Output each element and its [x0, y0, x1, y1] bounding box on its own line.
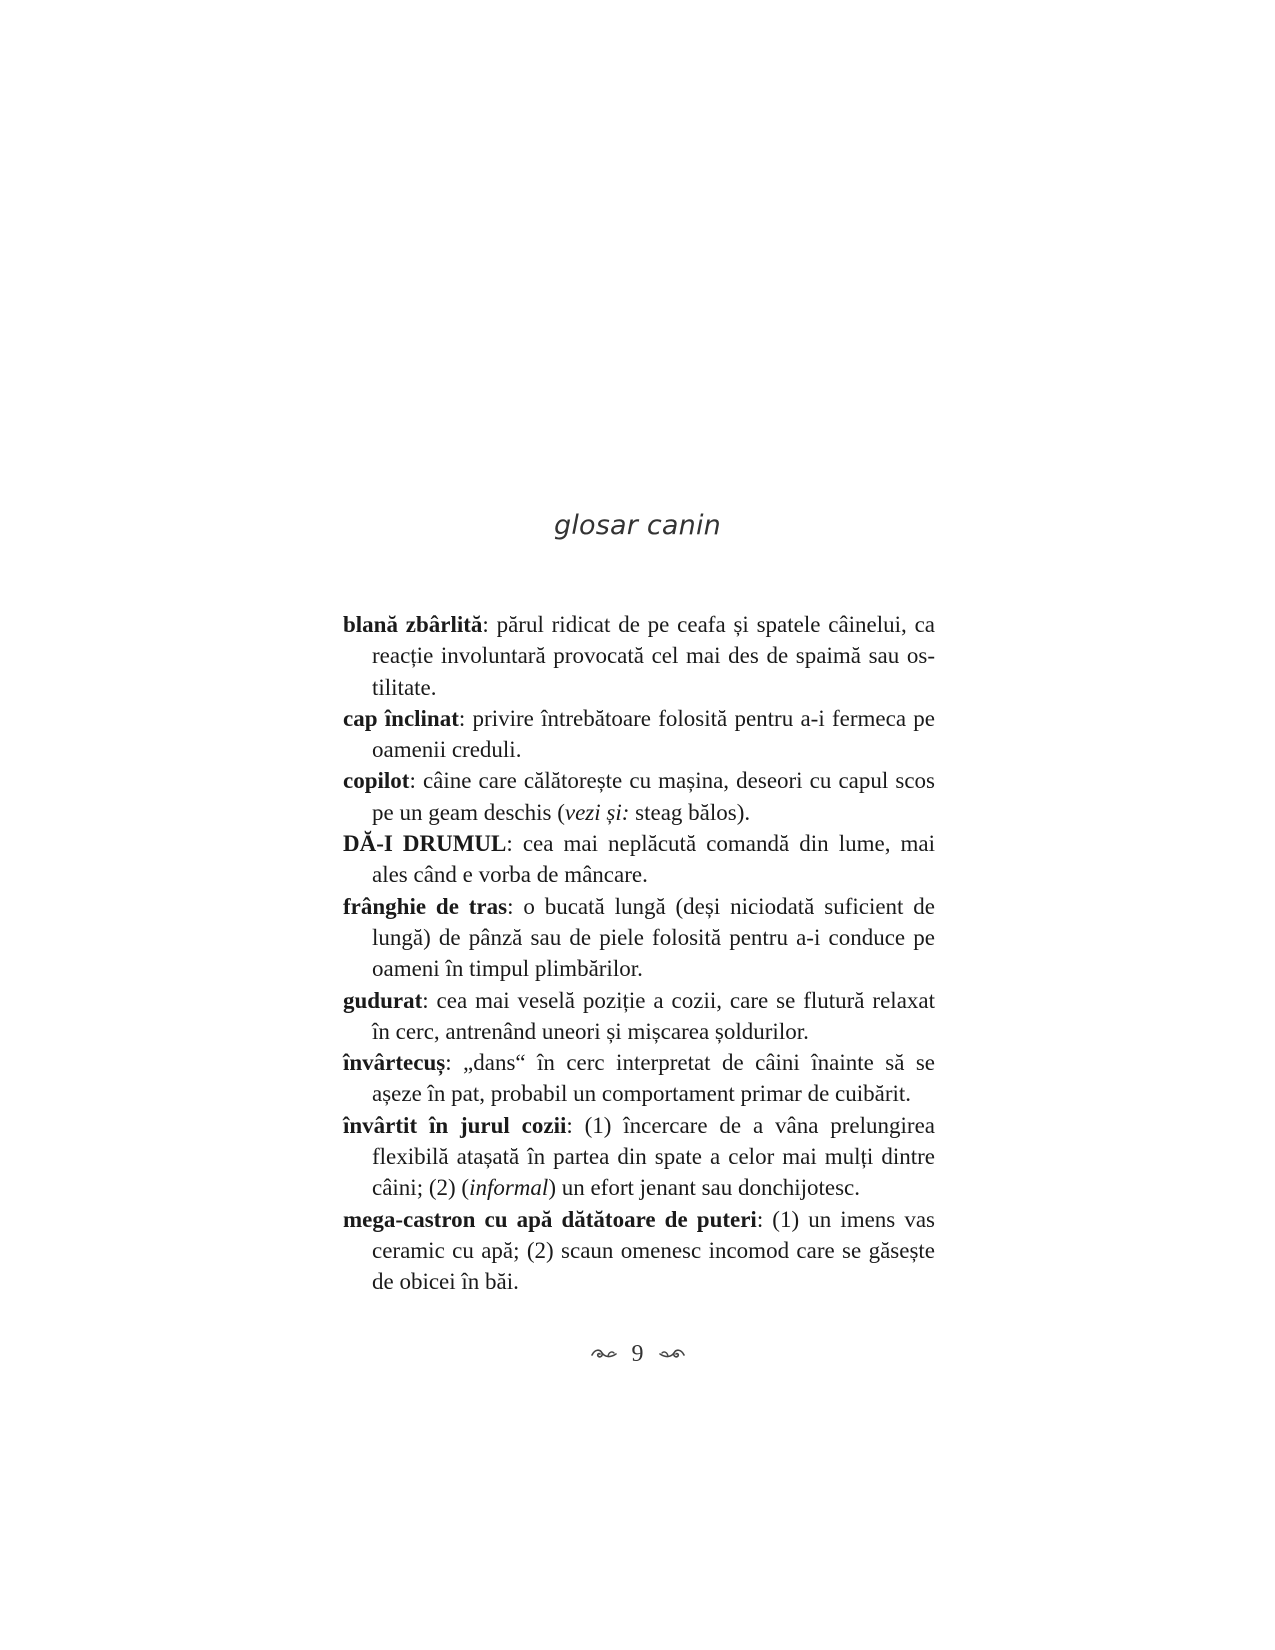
glossary-list — [343, 609, 935, 1298]
glossary-definition: : cea mai neplăcută comandă din lume, mai ales când e vorba de mâncare. — [372, 831, 935, 888]
page-title: glosar canin — [554, 510, 721, 541]
glossary-entry — [343, 828, 935, 891]
glossary-entry — [343, 891, 935, 985]
glossary-definition: : cea mai veselă poziție a cozii, care se flutură relaxat în cerc, antrenând uneori și mișcarea șoldurilor. — [372, 987, 935, 1044]
glossary-term: învârtecuș — [343, 1050, 446, 1076]
glossary-term: DĂ-I DRUMUL — [343, 831, 507, 857]
left-flourish-icon — [590, 1346, 618, 1362]
right-flourish-icon — [658, 1346, 686, 1362]
glossary-definition: : „dans“ în cerc interpretat de câini înainte să se așeze în pat, probabil un comportament primar de cuibărit. — [372, 1050, 935, 1107]
glossary-entry — [343, 609, 935, 703]
glossary-term: învârtit în jurul cozii — [343, 1112, 567, 1138]
glossary-definition: : (1) încercare de a vâna prelungirea flexibilă atașată în partea din spate a celor mai mulți dintre câini; (2) ( — [372, 1112, 935, 1201]
glossary-entry — [343, 1047, 935, 1110]
glossary-entry — [343, 1204, 935, 1298]
glossary-definition: : o bucată lungă (deși niciodată suficient de lungă) de pânză sau de piele folosită pentru a-i conduce pe oameni în timpul plimbărilor. — [372, 893, 935, 982]
glossary-definition: : (1) un imens vas ceramic cu apă; (2) scaun omenesc incomod care se găsește de obicei în băi. — [372, 1206, 935, 1295]
glossary-entry — [343, 765, 935, 828]
glossary-term: blană zbârlită — [343, 612, 483, 637]
glossary-term: copilot — [343, 768, 410, 794]
cross-reference-label: vezi și: — [564, 799, 630, 825]
glossary-entry — [343, 703, 935, 766]
glossary-definition: : câine care călătorește cu mașina, deseori cu capul scos pe un geam deschis ( — [372, 768, 935, 825]
glossary-definition-end: ) un efort jenant sau donchijotesc. — [548, 1175, 860, 1201]
glossary-definition: : părul ridicat de pe ceafa și spatele câinelui, ca reacție involuntară provocată cel mai des de spaimă sau ostilitate. — [372, 612, 936, 700]
page-number: 9 — [631, 1340, 644, 1367]
glossary-entry — [343, 1110, 935, 1204]
glossary-definition: : privire întrebătoare folosită pentru a-i fermeca pe oamenii creduli. — [372, 705, 935, 763]
page-footer — [0, 1340, 1275, 1368]
glossary-term: mega-castron cu apă dătătoare de puteri — [343, 1206, 757, 1232]
glossary-definition-end: steag bălos). — [629, 799, 751, 825]
glossary-term: cap înclinat — [343, 705, 459, 731]
glossary-term: frânghie de tras — [343, 893, 508, 919]
glossary-entry — [343, 985, 935, 1048]
glossary-term: gudurat — [343, 987, 423, 1013]
register-label: informal — [469, 1175, 549, 1201]
